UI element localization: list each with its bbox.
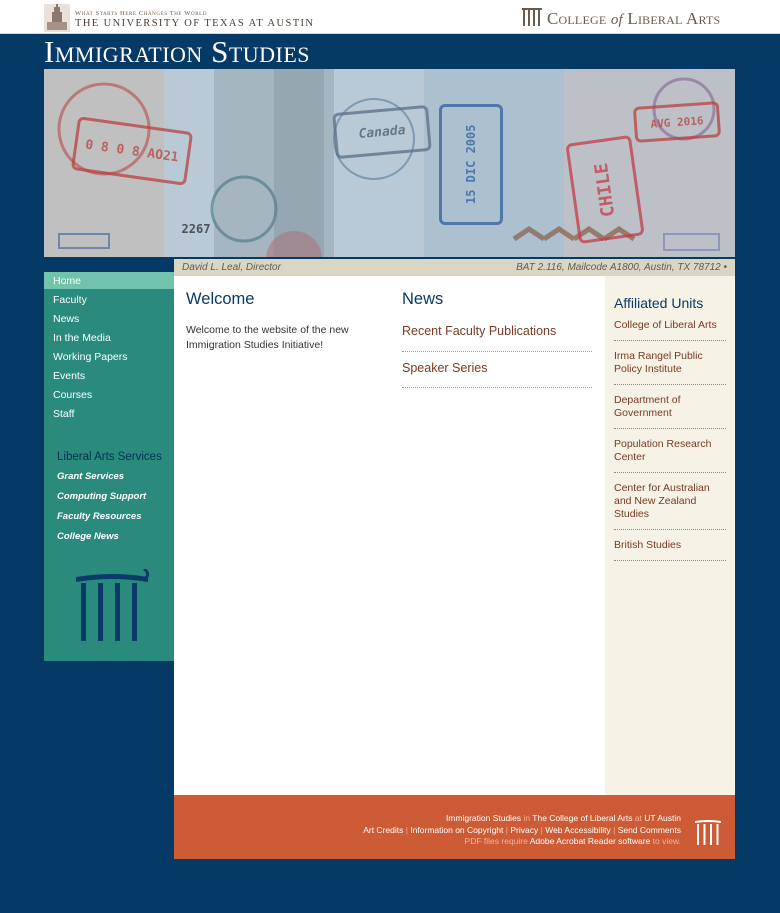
college-liberal-arts-logo[interactable] [522, 7, 736, 29]
footer-separator: | [405, 825, 408, 835]
banner-stamp: CHILE [565, 135, 644, 244]
footer-pdf-prefix: PDF files require [464, 836, 528, 846]
affiliated-link-population-research[interactable]: Population Research Center [614, 438, 712, 463]
columns-icon [74, 569, 150, 642]
affiliated-divider [614, 340, 726, 341]
affiliated-divider [614, 428, 726, 429]
affiliated-link-government[interactable]: Department of Government [614, 394, 681, 419]
service-computing-support[interactable]: Computing Support [57, 491, 147, 502]
service-grant-services[interactable]: Grant Services [57, 471, 125, 482]
news-heading: News [402, 290, 444, 308]
footer-link-copyright[interactable]: Information on Copyright [410, 825, 504, 835]
banner-stamp: Canada [332, 105, 432, 159]
affiliated-link-british-studies[interactable]: British Studies [614, 539, 682, 551]
banner-stamp: AVG 2016 [633, 101, 721, 143]
footer-link-accessibility[interactable]: Web Accessibility [545, 825, 611, 835]
footer-pdf-suffix: to view. [652, 836, 681, 846]
top-bar [0, 0, 780, 34]
columns-icon [522, 8, 542, 26]
nav-item-news[interactable]: News [53, 313, 80, 325]
college-of: of [610, 12, 623, 28]
banner-stamp: 0 8 0 8 AO21 [71, 116, 193, 186]
affiliated-divider [614, 472, 726, 473]
services-heading: Liberal Arts Services [57, 451, 162, 463]
left-navigation [44, 272, 174, 661]
footer-separator: | [613, 825, 616, 835]
ut-name: THE UNIVERSITY OF TEXAS AT AUSTIN [75, 18, 315, 29]
news-link-recent-faculty-publications[interactable]: Recent Faculty Publications [402, 324, 557, 338]
footer-credit-line [446, 813, 681, 823]
service-faculty-resources[interactable]: Faculty Resources [57, 511, 142, 522]
banner-stamp: 15 DIC 2005 [439, 104, 503, 225]
nav-item-staff[interactable]: Staff [53, 408, 75, 420]
affiliated-link-australian-nz-studies[interactable]: Center for Australian and New Zealand Studies [614, 482, 710, 520]
nav-item-working-papers[interactable]: Working Papers [53, 351, 128, 363]
affiliated-units-heading: Affiliated Units [614, 295, 704, 311]
footer [174, 795, 735, 859]
footer-links-line [363, 825, 681, 835]
banner-stamp: 2267 [181, 222, 211, 236]
affiliated-divider [614, 384, 726, 385]
footer-ut-link[interactable]: UT Austin [644, 813, 681, 823]
news-divider [402, 351, 592, 352]
affiliated-link-college-liberal-arts[interactable]: College of Liberal Arts [614, 319, 717, 331]
footer-separator: | [540, 825, 543, 835]
site-title[interactable]: Immigration Studies [44, 34, 311, 69]
footer-pdf-line [465, 836, 681, 846]
info-strip [174, 259, 735, 276]
nav-item-in-the-media[interactable]: In the Media [53, 332, 111, 344]
college-prefix: College [547, 9, 607, 28]
affiliated-units-sidebar [605, 276, 735, 795]
nav-item-faculty[interactable]: Faculty [53, 294, 87, 306]
affiliated-divider [614, 529, 726, 530]
nav-item-events[interactable]: Events [53, 370, 86, 382]
footer-separator: | [505, 825, 508, 835]
director-name: David L. Leal, Director [182, 262, 281, 273]
footer-link-art-credits[interactable]: Art Credits [363, 825, 404, 835]
ut-tower-icon [44, 4, 70, 32]
welcome-heading: Welcome [186, 290, 255, 308]
news-link-speaker-series[interactable]: Speaker Series [402, 361, 488, 375]
news-divider [402, 387, 592, 388]
nav-item-courses[interactable]: Courses [53, 389, 93, 401]
college-name [547, 9, 720, 29]
college-suffix: Liberal Arts [627, 9, 721, 28]
footer-site-link[interactable]: Immigration Studies [445, 813, 522, 823]
footer-in-text: in [523, 813, 531, 823]
footer-acrobat-link[interactable]: Adobe Acrobat Reader software [529, 836, 651, 846]
footer-link-privacy[interactable]: Privacy [510, 825, 539, 835]
main-content [174, 276, 605, 795]
ut-austin-logo[interactable] [44, 4, 315, 32]
service-college-news[interactable]: College News [57, 531, 119, 542]
columns-icon [694, 818, 722, 846]
affiliated-link-irma-rangel[interactable]: Irma Rangel Public Policy Institute [614, 350, 703, 375]
passport-stamps-banner [44, 69, 735, 257]
footer-college-link[interactable]: The College of Liberal Arts [532, 813, 633, 823]
affiliated-divider [614, 560, 726, 561]
welcome-text: Welcome to the website of the new Immigration Studies Initiative! [186, 324, 349, 351]
nav-item-home[interactable]: Home [53, 275, 82, 287]
footer-at-text: at [634, 813, 642, 823]
ut-tagline: What Starts Here Changes The World [75, 10, 208, 17]
office-address: BAT 2.116, Mailcode A1800, Austin, TX 78712 • [516, 262, 727, 273]
footer-link-send-comments[interactable]: Send Comments [617, 825, 681, 835]
